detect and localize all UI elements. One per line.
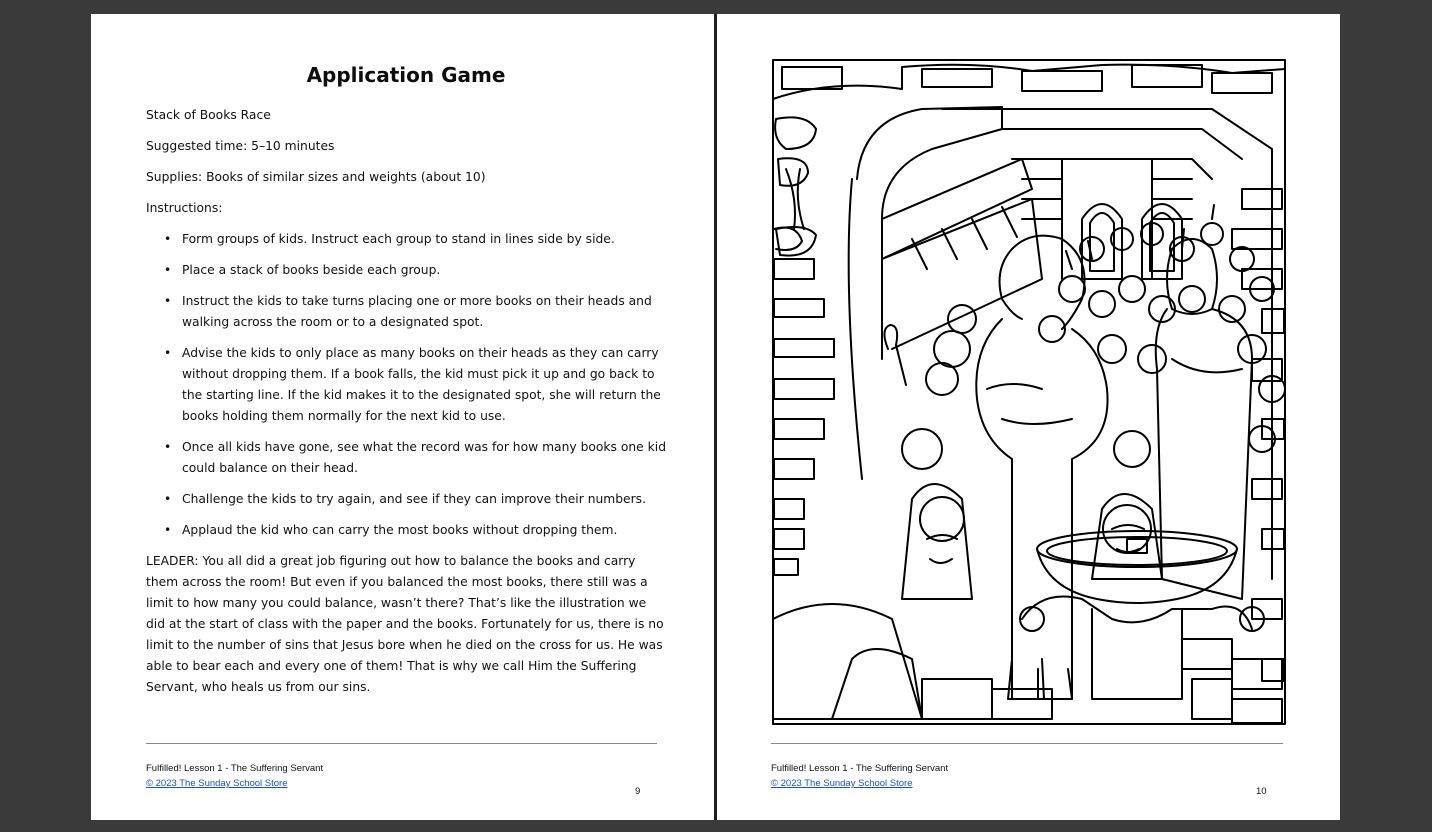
bullet-icon: • [164, 492, 172, 506]
bullet-icon: • [164, 523, 172, 537]
list-item-text: Form groups of kids. Instruct each group to stand in lines side by side. [182, 232, 615, 246]
bullet-icon: • [164, 440, 172, 454]
page-footer [771, 761, 948, 791]
list-item-text: Advise the kids to only place as many books on their heads as they can carry without dropping them. If a book falls, the kid must pick it up and go back to the starting line. If the kid makes it to the designated spot, she will return the books holding them normally for the next kid to use. [182, 346, 661, 423]
suggested-time: Suggested time: 5–10 minutes [146, 139, 335, 153]
list-item [164, 520, 666, 541]
list-item-text: Instruct the kids to take turns placing one or more books on their heads and walking across the room or to a designated spot. [182, 294, 652, 329]
list-item [164, 343, 666, 427]
leader-paragraph: LEADER: You all did a great job figuring out how to balance the books and carry them across the room! But even if you balanced the most books, there still was a limit to how many you could balance, wasn’t there? That’s like the illustration we did at the start of class with the paper and the books. Fortunately for us, there is no limit to the number of sins that Jesus bore when he died on the cross for us. He was able to bear each and every one of them! That is why we call Him the Suffering Servant, who heals us from our sins. [146, 554, 664, 694]
activity-name: Stack of Books Race [146, 108, 271, 122]
coloring-page-image [772, 59, 1286, 725]
bullet-icon: • [164, 263, 172, 277]
page-number: 10 [1256, 786, 1267, 797]
page-title: Application Game [306, 63, 506, 87]
supplies: Supplies: Books of similar sizes and weights (about 10) [146, 170, 486, 184]
bullet-icon: • [164, 346, 172, 360]
list-item [164, 229, 666, 250]
coloring-illustration [772, 59, 1286, 725]
list-item-text: Place a stack of books beside each group. [182, 263, 441, 277]
footer-lesson-title: Fulfilled! Lesson 1 - The Suffering Servant [146, 763, 324, 774]
bullet-icon: • [164, 232, 172, 246]
footer-divider [771, 743, 1283, 744]
page-number: 9 [635, 786, 641, 797]
list-item-text: Challenge the kids to try again, and see if they can improve their numbers. [182, 492, 646, 506]
list-item [164, 437, 666, 479]
list-item-text: Once all kids have gone, see what the record was for how many books one kid could balance on their head. [182, 440, 666, 475]
instructions-list [146, 229, 666, 541]
copyright-link[interactable]: © 2023 The Sunday School Store [771, 778, 913, 789]
page-9 [91, 14, 714, 820]
footer-lesson-title: Fulfilled! Lesson 1 - The Suffering Servant [771, 763, 949, 774]
list-item [164, 291, 666, 333]
list-item [164, 260, 666, 281]
bullet-icon: • [164, 294, 172, 308]
copyright-link[interactable]: © 2023 The Sunday School Store [146, 778, 288, 789]
footer-divider [146, 743, 657, 744]
page-9-content [146, 62, 666, 698]
instructions-label: Instructions: [146, 201, 223, 215]
page-10 [717, 14, 1340, 820]
list-item [164, 489, 666, 510]
list-item-text: Applaud the kid who can carry the most books without dropping them. [182, 523, 618, 537]
page-footer [146, 761, 323, 791]
